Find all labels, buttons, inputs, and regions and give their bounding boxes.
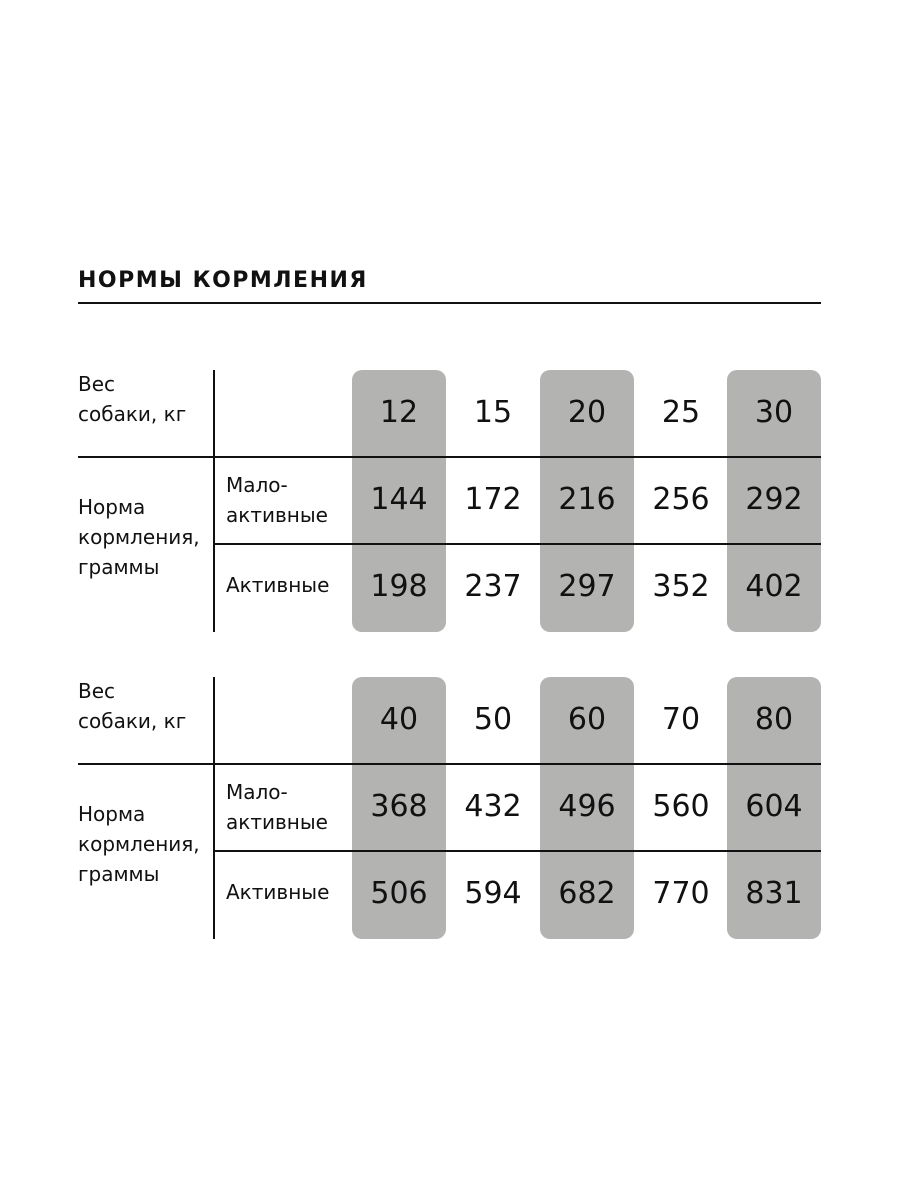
feeding-table-2 <box>0 677 900 939</box>
row-divider <box>215 850 821 852</box>
active-value: 402 <box>745 569 803 604</box>
weight-value: 25 <box>661 395 701 430</box>
active-value: 237 <box>464 569 522 604</box>
weight-value: 50 <box>473 702 513 737</box>
weight-value: 80 <box>754 702 794 737</box>
page-title: НОРМЫ КОРМЛЕНИЯ <box>78 268 368 293</box>
norm-label: Норма кормления, граммы <box>78 495 200 579</box>
active-value: 352 <box>652 569 710 604</box>
weight-value: 60 <box>567 702 607 737</box>
weight-value: 40 <box>379 702 419 737</box>
low-active-value: 560 <box>652 789 710 824</box>
low-active-value: 256 <box>652 482 710 517</box>
row-divider <box>78 763 821 765</box>
norm-label: Норма кормления, граммы <box>78 802 200 886</box>
active-value: 297 <box>558 569 616 604</box>
weight-value: 70 <box>661 702 701 737</box>
weight-value: 20 <box>567 395 607 430</box>
weight-value: 12 <box>379 395 419 430</box>
low-active-value: 496 <box>558 789 616 824</box>
low-active-label: Мало- активные <box>226 473 328 527</box>
active-value: 506 <box>370 876 428 911</box>
row-divider <box>78 456 821 458</box>
weight-value: 30 <box>754 395 794 430</box>
weight-label: Вес собаки, кг <box>78 679 187 733</box>
low-active-value: 292 <box>745 482 803 517</box>
low-active-value: 368 <box>370 789 428 824</box>
active-value: 594 <box>464 876 522 911</box>
column-divider <box>213 370 215 632</box>
active-label: Активные <box>226 880 330 904</box>
feeding-table-1 <box>0 370 900 632</box>
title-divider <box>78 302 821 304</box>
row-divider <box>215 543 821 545</box>
active-value: 682 <box>558 876 616 911</box>
weight-label: Вес собаки, кг <box>78 372 187 426</box>
weight-value: 15 <box>473 395 513 430</box>
low-active-value: 604 <box>745 789 803 824</box>
active-label: Активные <box>226 573 330 597</box>
low-active-value: 432 <box>464 789 522 824</box>
low-active-value: 172 <box>464 482 522 517</box>
low-active-value: 216 <box>558 482 616 517</box>
low-active-label: Мало- активные <box>226 780 328 834</box>
column-divider <box>213 677 215 939</box>
active-value: 198 <box>370 569 428 604</box>
active-value: 831 <box>745 876 803 911</box>
active-value: 770 <box>652 876 710 911</box>
low-active-value: 144 <box>370 482 428 517</box>
